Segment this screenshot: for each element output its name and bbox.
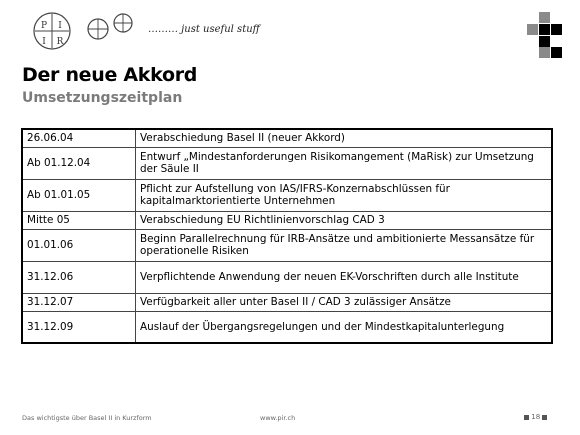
row-text: Verpflichtende Anwendung der neuen EK-Vorschriften durch alle Institute: [136, 261, 553, 293]
row-text: Auslauf der Übergangsregelungen und der Mindestkapitalunterlegung: [136, 311, 553, 343]
row-text: Verabschiedung EU Richtlinienvorschlag CAD 3: [136, 211, 553, 229]
logo-letter-r: R: [56, 37, 64, 47]
row-text: Verabschiedung Basel II (neuer Akkord): [136, 129, 553, 147]
row-text: Entwurf „Mindestanforderungen Risikomangement (MaRisk) zur Umsetzung der Säule II: [136, 147, 553, 179]
row-text: Beginn Parallelrechnung für IRB-Ansätze und ambitionierte Messansätze für operationelle Risiken: [136, 229, 553, 261]
row-text: Pflicht zur Aufstellung von IAS/IFRS-Konzernabschlüssen für kapitalmarktorientierte Unternehmen: [136, 179, 553, 211]
table-row: [22, 147, 552, 179]
slide-title: Der neue Akkord: [22, 64, 198, 86]
logo-letter-p: P: [40, 21, 48, 31]
row-date: 01.01.06: [22, 229, 136, 261]
corner-squares-decoration: [516, 12, 562, 58]
row-date: Mitte 05: [22, 211, 136, 229]
slide-subtitle: Umsetzungszeitplan: [22, 90, 183, 106]
footer-page-number: [524, 413, 547, 421]
table-row: [22, 311, 552, 343]
logo-letter-i2: I: [42, 37, 46, 47]
row-date: Ab 01.12.04: [22, 147, 136, 179]
row-date: 31.12.07: [22, 293, 136, 311]
row-date: 31.12.09: [22, 311, 136, 343]
row-date: 26.06.04: [22, 129, 136, 147]
logo-letter-i1: I: [58, 21, 62, 31]
square-bullet-icon: [524, 415, 529, 420]
table-row: [22, 129, 552, 147]
table-row: [22, 179, 552, 211]
table-row: [22, 211, 552, 229]
table-row: [22, 229, 552, 261]
square-bullet-icon: [542, 415, 547, 420]
row-date: 31.12.06: [22, 261, 136, 293]
page-number: 18: [531, 413, 541, 421]
row-text: Verfügbarkeit aller unter Basel II / CAD 3 zulässiger Ansätze: [136, 293, 553, 311]
footer-left-text: Das wichtigste über Basel II in Kurzform: [22, 414, 152, 422]
footer-url: www.pir.ch: [260, 414, 296, 422]
table-row: [22, 293, 552, 311]
table-row: [22, 261, 552, 293]
tagline: ……… just useful stuff: [148, 24, 260, 35]
schedule-table: [21, 128, 553, 344]
row-date: Ab 01.01.05: [22, 179, 136, 211]
